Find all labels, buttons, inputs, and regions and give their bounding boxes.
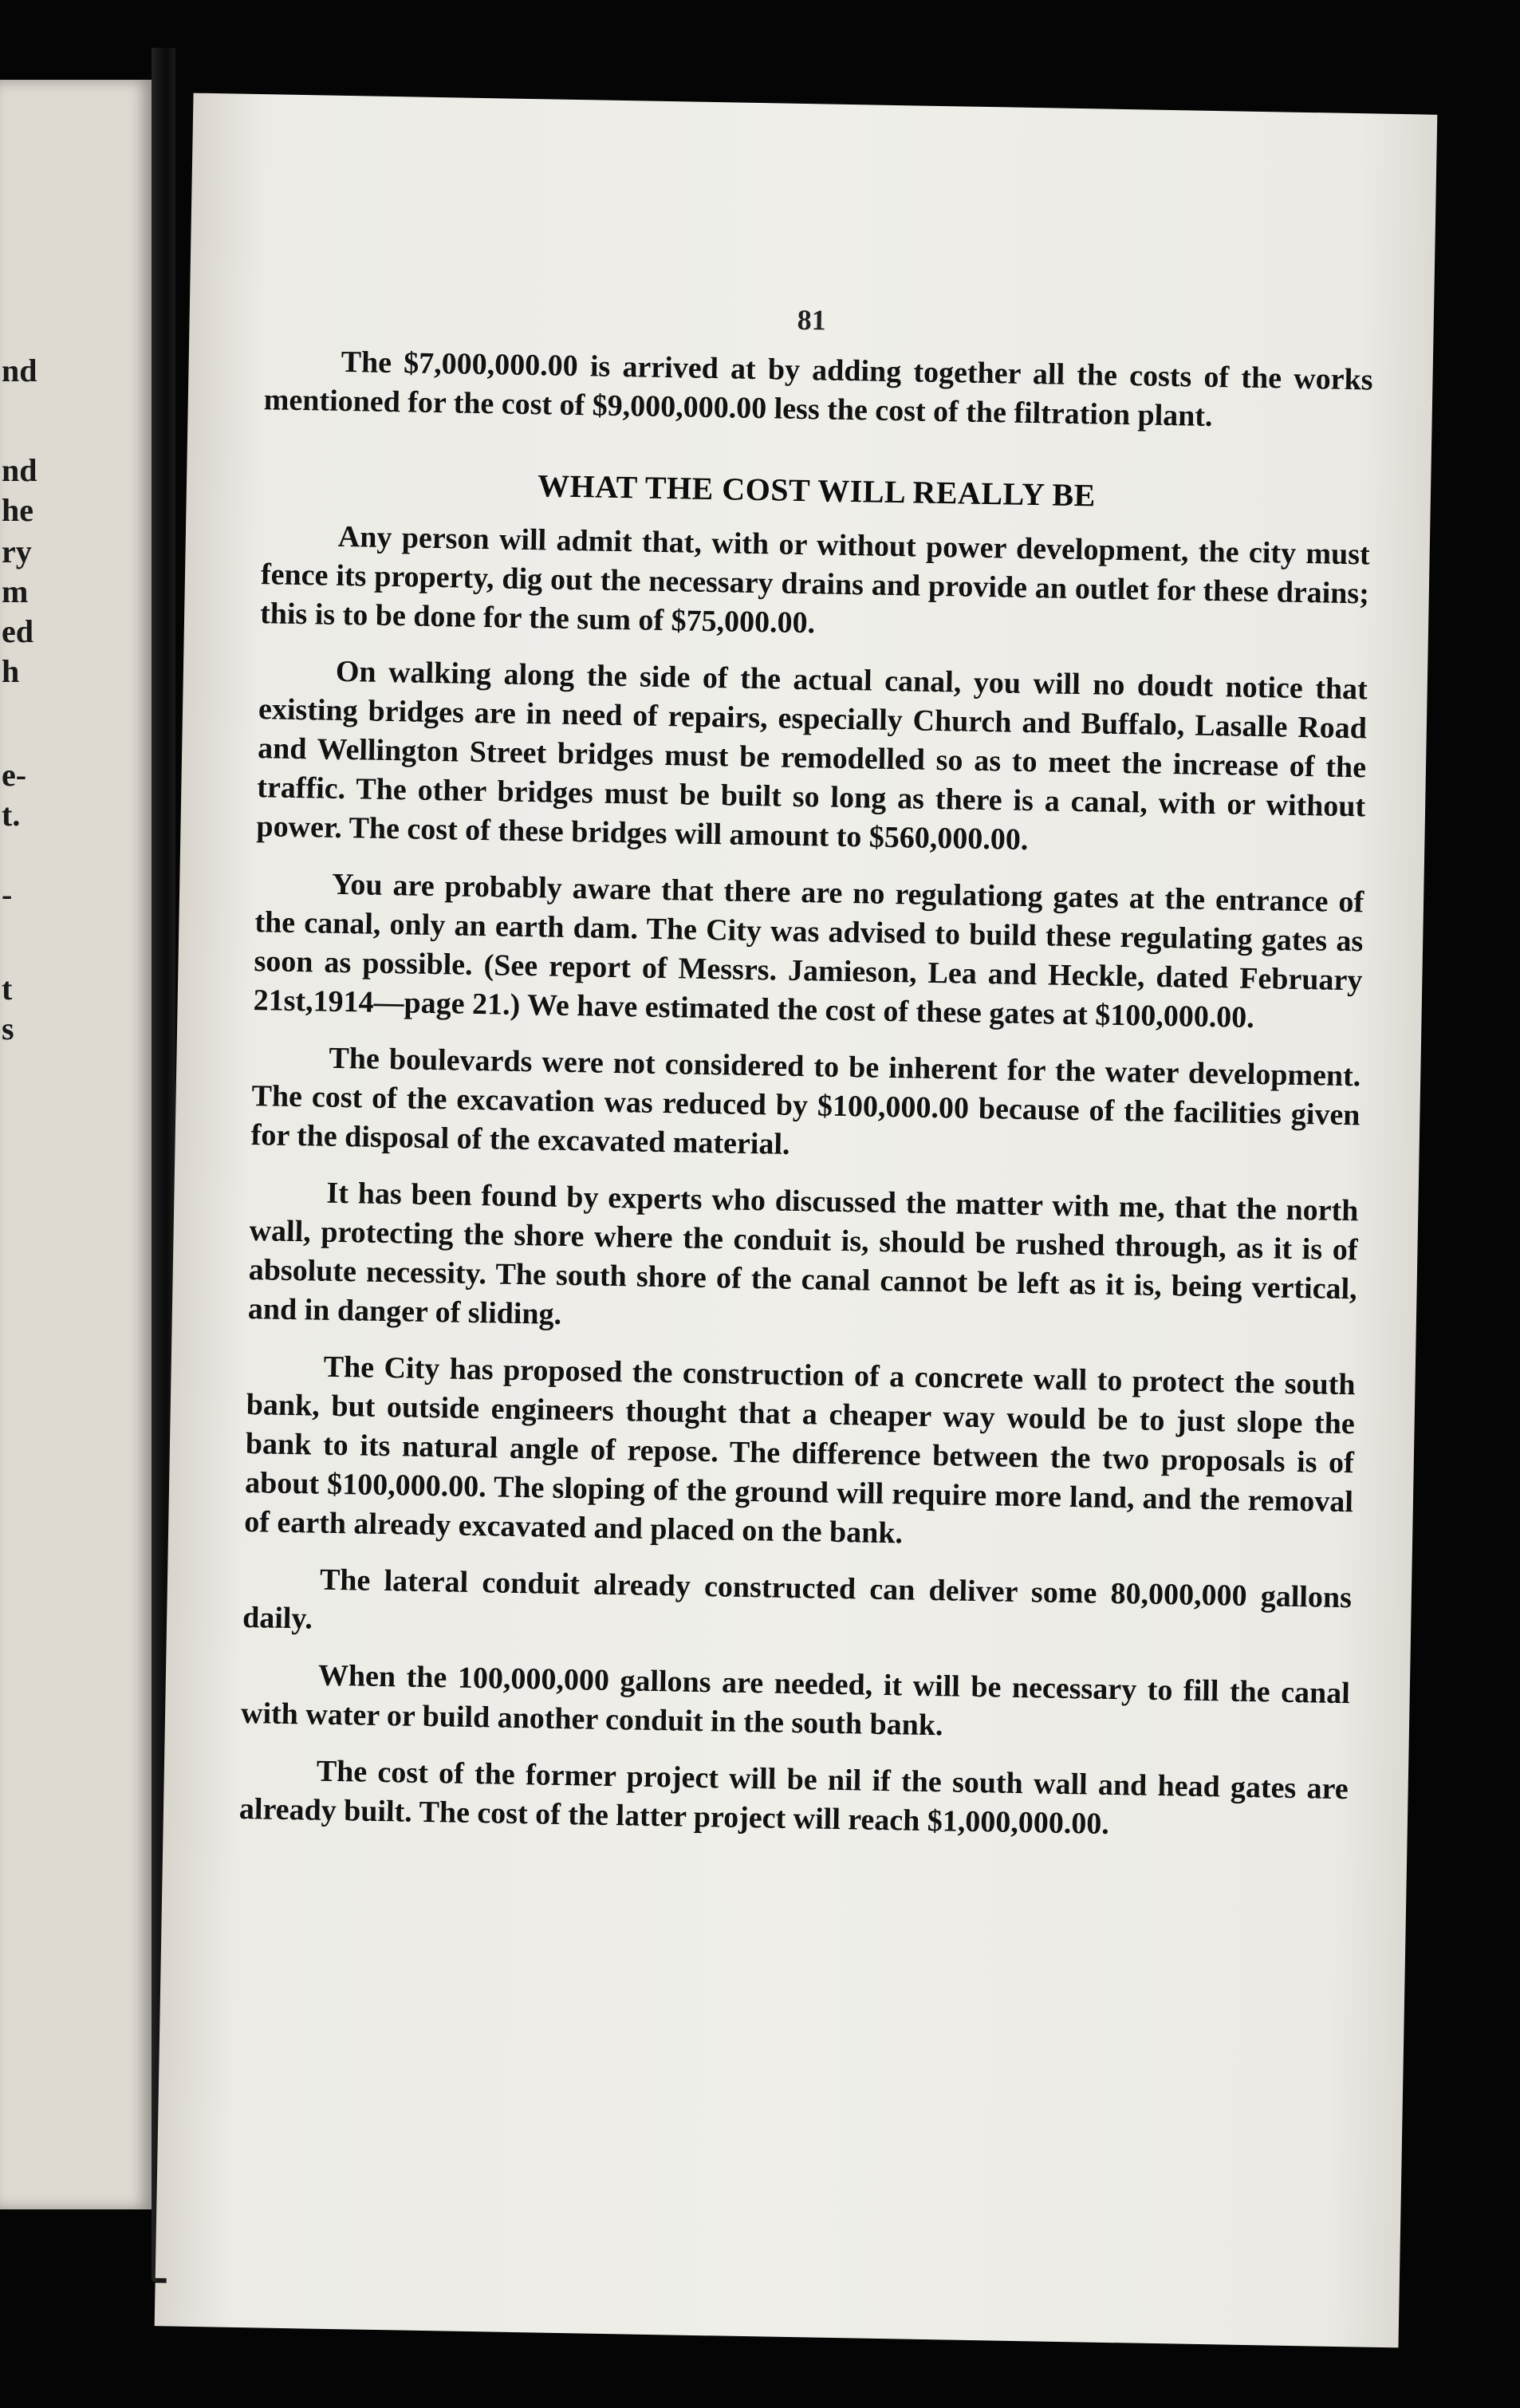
body-paragraph: The cost of the former project will be nil if the south wall and head gates are already built. The cost of the latter project will reach $1,000,000.00. bbox=[238, 1754, 1349, 1841]
intro-paragraph: The $7,000,000.00 is arrived at by adding together all the costs of the works mentioned for the cost of $9,000,000.00 less the cost of the filtration plant. bbox=[263, 345, 1373, 433]
section-heading: WHAT THE COST WILL REALLY BE bbox=[537, 467, 1097, 514]
body-paragraph: You are probably aware that there are no regulationg gates at the entrance of the canal, only an earth dam. The City was advised to build these regulating gates as soon as possible. (See report of Messrs. Jamieson, Lea and Heckle, dated February 21st,1914—page 21.) We have estimated the cost of these gates at $100,000.00. bbox=[253, 867, 1364, 1035]
previous-page-fragment: nd bbox=[2, 452, 37, 488]
body-paragraph: Any person will admit that, with or without power development, the city must fence its property, dig out the necessary drains and provide an outlet for these drains; this is to be done for the sum of $75,000.00. bbox=[259, 519, 1371, 640]
previous-page-fragment: he bbox=[2, 492, 33, 528]
book-page bbox=[155, 93, 1438, 2348]
previous-page-fragment: m bbox=[2, 573, 29, 609]
previous-page-fragment: nd bbox=[2, 353, 37, 388]
body-paragraph: When the 100,000,000 gallons are needed, it will be necessary to fill the canal with water or build another conduit in the south bank. bbox=[240, 1658, 1351, 1743]
previous-page-fragment: h bbox=[2, 653, 20, 689]
previous-page-fragment: ry bbox=[2, 534, 32, 569]
previous-page-edge bbox=[0, 80, 152, 2209]
previous-page-fragment: e- bbox=[2, 757, 27, 793]
body-paragraph: The City has proposed the construction of a concrete wall to protect the south bank, but outside engineers thought that a cheaper way would be to just slope the bank to its natural angle of repose. The difference between the two proposals is of about $100,000.00. The sloping of the ground will require more land, and the removal of earth already excavated and placed on the bank. bbox=[243, 1350, 1356, 1551]
body-paragraph: On walking along the side of the actual canal, you will no doudt notice that existing bridges are in need of repairs, especially Church and Buffalo, Lasalle Road and Wellington Street bridges must be remodelled so as to meet the increase of the traffic. The other bridges must be built so long as there is a canal, with or without power. The cost of these bridges will amount to $560,000.00. bbox=[256, 654, 1368, 857]
previous-page-fragment: s bbox=[2, 1011, 14, 1046]
scan-speck bbox=[156, 2278, 167, 2283]
body-paragraph: The lateral conduit already constructed can deliver some 80,000,000 gallons daily. bbox=[242, 1563, 1353, 1636]
previous-page-fragment: t. bbox=[2, 797, 21, 833]
previous-page-fragment: t bbox=[2, 971, 13, 1007]
page-number: 81 bbox=[797, 303, 827, 337]
previous-page-fragment: - bbox=[2, 877, 13, 912]
page-body bbox=[238, 341, 1373, 1866]
previous-page-fragment: ed bbox=[2, 613, 33, 649]
body-paragraph: It has been found by experts who discussed the matter with me, that the north wall, protecting the shore where the conduit is, should be rushed through, as it is of absolute necessity. The south shore of the canal cannot be left as it is, being vertical, and in danger of sliding. bbox=[247, 1176, 1359, 1331]
body-paragraph: The boulevards were not considered to be inherent for the water development. The cost of the excavation was reduced by $100,000.00 because of the facilities given for the disposal of the excavated material. bbox=[250, 1041, 1361, 1161]
